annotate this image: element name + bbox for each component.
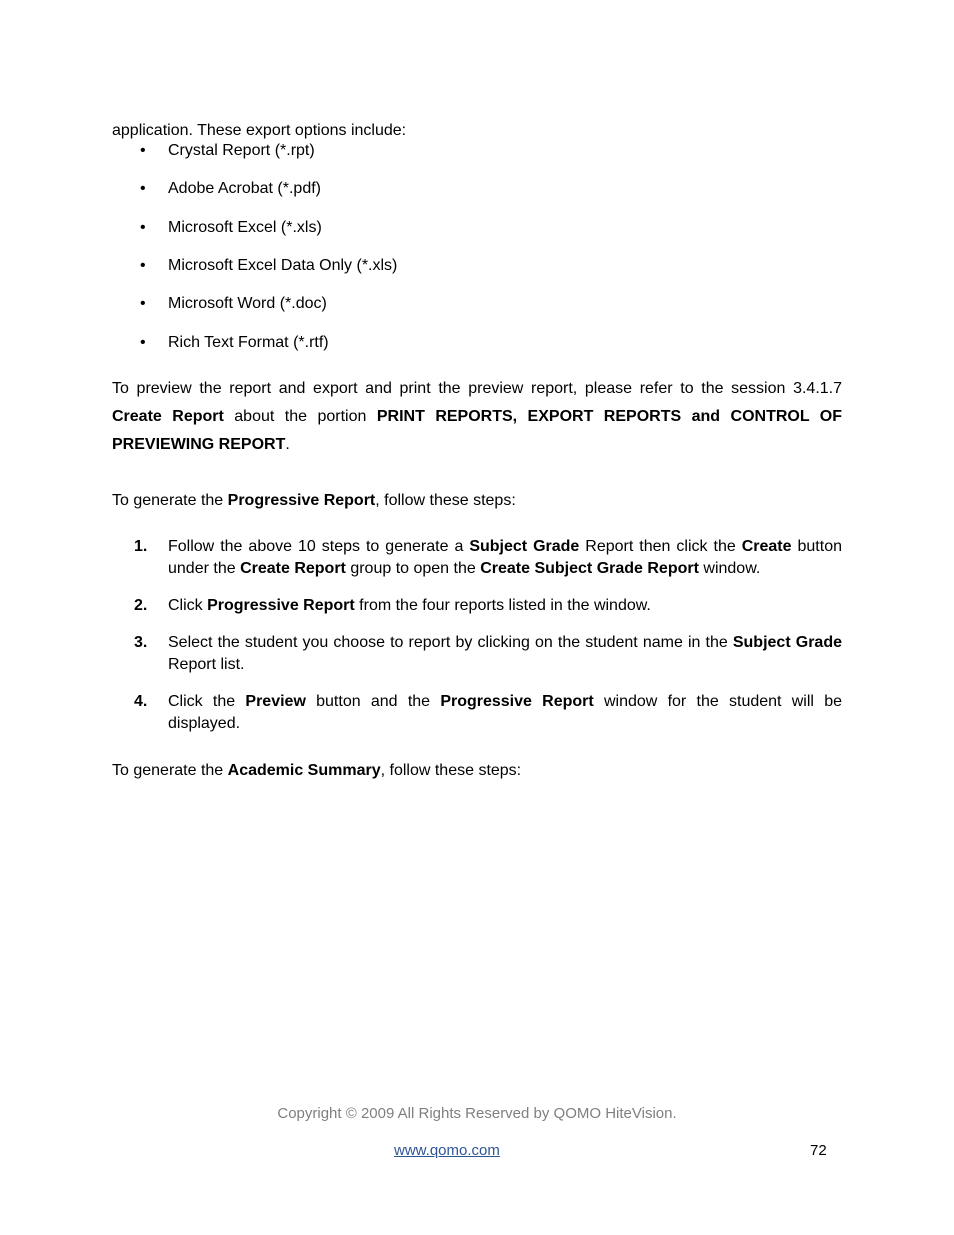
- bullet-label: Rich Text Format (*.rtf): [168, 334, 329, 351]
- bullet-item-word: [140, 294, 327, 314]
- bullet-label: Adobe Acrobat (*.pdf): [168, 180, 321, 197]
- step-text: Click Progressive Report from the four reports listed in the window.: [168, 597, 651, 614]
- bullet-item-excel-data: [140, 256, 397, 276]
- progressive-heading: To generate the Progressive Report, follow these steps:: [112, 492, 516, 509]
- step-3: [134, 632, 842, 676]
- page-number: 72: [810, 1142, 827, 1159]
- academic-heading: To generate the Academic Summary, follow these steps:: [112, 762, 522, 779]
- bullet-icon: •: [140, 180, 146, 197]
- bullet-icon: •: [140, 295, 146, 312]
- step-1: [134, 536, 842, 580]
- bullet-label: Crystal Report (*.rpt): [168, 142, 315, 159]
- intro-text: application. These export options include:: [112, 122, 407, 139]
- step-text: Follow the above 10 steps to generate a Subject Grade Report then click the Create button under the Create Report group to open the Create Subject Grade Report window.: [168, 538, 842, 577]
- step-4: [134, 691, 842, 735]
- bullet-label: Microsoft Word (*.doc): [168, 295, 327, 312]
- step-number: 2.: [134, 597, 148, 614]
- bullet-icon: •: [140, 219, 146, 236]
- footer-website-link[interactable]: www.qomo.com: [394, 1142, 500, 1159]
- bullet-item-pdf: [140, 179, 321, 199]
- step-number: 3.: [134, 634, 148, 651]
- step-text: Select the student you choose to report by clicking on the student name in the Subject Grade Report list.: [168, 634, 842, 673]
- footer-copyright: Copyright © 2009 All Rights Reserved by QOMO HiteVision.: [277, 1105, 677, 1122]
- bullet-label: Microsoft Excel (*.xls): [168, 219, 322, 236]
- bullet-label: Microsoft Excel Data Only (*.xls): [168, 257, 398, 274]
- step-number: 4.: [134, 693, 148, 710]
- step-number: 1.: [134, 538, 148, 555]
- preview-paragraph: To preview the report and export and print the preview report, please refer to the session 3.4.1.7 Create Report about the portion PRINT REPORTS, EXPORT REPORTS and CONTROL OF PREVIEWING REPORT.: [112, 380, 842, 453]
- bullet-item-rtf: [140, 333, 329, 353]
- bullet-icon: •: [140, 334, 146, 351]
- bullet-item-excel: [140, 218, 322, 238]
- bullet-icon: •: [140, 142, 146, 159]
- bullet-item-crystal: [140, 141, 315, 161]
- step-2: [134, 595, 842, 617]
- bullet-icon: •: [140, 257, 146, 274]
- step-text: Click the Preview button and the Progressive Report window for the student will be displayed.: [168, 693, 843, 732]
